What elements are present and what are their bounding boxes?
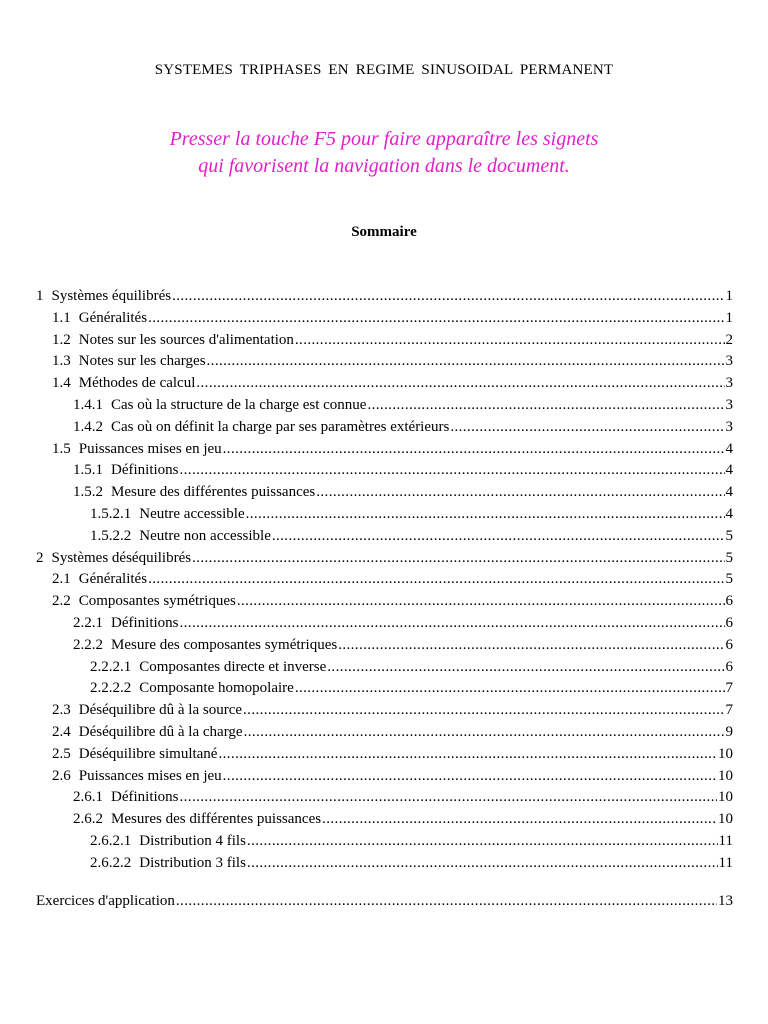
toc-entry-page[interactable]: 4 bbox=[725, 462, 733, 479]
toc-entry[interactable] bbox=[36, 397, 733, 419]
toc-entry-page[interactable]: 3 bbox=[725, 396, 733, 413]
toc-dot-leader bbox=[223, 768, 717, 785]
toc-entry-page[interactable]: 10 bbox=[718, 767, 733, 784]
toc-dot-leader bbox=[367, 397, 724, 414]
toc-entry[interactable] bbox=[36, 789, 733, 811]
toc-entry-page[interactable]: 3 bbox=[725, 353, 733, 370]
toc-entry-label[interactable]: Composante homopolaire bbox=[139, 680, 294, 697]
toc-entry-number: 1.1 bbox=[52, 309, 71, 326]
toc-entry[interactable] bbox=[36, 550, 733, 572]
toc-entry-page[interactable]: 13 bbox=[718, 892, 733, 909]
toc-entry-number: 1.5.1 bbox=[73, 462, 103, 479]
toc-dot-leader bbox=[272, 528, 725, 545]
toc-dot-leader bbox=[295, 332, 725, 349]
toc-entry[interactable] bbox=[36, 746, 733, 768]
toc-dot-leader bbox=[246, 506, 725, 523]
toc-dot-leader bbox=[237, 593, 725, 610]
toc-entry[interactable] bbox=[36, 768, 733, 790]
toc-entry[interactable] bbox=[36, 528, 733, 550]
toc-entry-page[interactable]: 7 bbox=[725, 680, 733, 697]
toc-entry-label[interactable]: Notes sur les sources d'alimentation bbox=[78, 331, 294, 348]
toc-entry-number: 2.2.1 bbox=[73, 614, 103, 631]
toc-dot-leader bbox=[316, 484, 724, 501]
toc-entry-label[interactable]: Définitions bbox=[111, 614, 179, 631]
toc-entry-label[interactable]: Composantes symétriques bbox=[78, 593, 236, 610]
toc-entry-page[interactable]: 3 bbox=[725, 375, 733, 392]
toc-entry-page[interactable]: 3 bbox=[725, 418, 733, 435]
toc-dot-leader bbox=[218, 746, 717, 763]
toc-dot-leader bbox=[244, 724, 725, 741]
toc-entry-label[interactable]: Puissances mises en jeu bbox=[78, 440, 222, 457]
toc-entry-number: 2.2.2.1 bbox=[90, 658, 132, 675]
toc-entry-page[interactable]: 6 bbox=[725, 593, 733, 610]
toc-entry-label[interactable]: Neutre accessible bbox=[139, 505, 245, 522]
toc-entry-number: 1.5 bbox=[52, 440, 71, 457]
toc-heading: Sommaire bbox=[351, 224, 417, 240]
toc-dot-leader bbox=[148, 571, 724, 588]
toc-entry-number: 2.2.2 bbox=[73, 636, 103, 653]
toc-entry[interactable] bbox=[36, 462, 733, 484]
toc-entry-label[interactable]: Généralités bbox=[78, 571, 148, 588]
toc-entry[interactable] bbox=[36, 332, 733, 354]
toc-entry-page[interactable]: 6 bbox=[725, 636, 733, 653]
toc-entry-number: 1 bbox=[36, 288, 44, 304]
toc-entry[interactable] bbox=[36, 615, 733, 637]
toc-entry-number: 2.6.1 bbox=[73, 789, 103, 806]
toc-entry-label[interactable]: Distribution 3 fils bbox=[139, 854, 246, 871]
toc-entry-page[interactable]: 10 bbox=[718, 789, 733, 806]
toc-entry[interactable] bbox=[36, 353, 733, 375]
toc-entry-page[interactable]: 2 bbox=[725, 331, 733, 348]
navigation-notice bbox=[0, 126, 768, 180]
toc-entry-number: 1.5.2 bbox=[73, 484, 103, 501]
toc-dot-leader bbox=[327, 659, 724, 676]
toc-entry-label[interactable]: Cas où on définit la charge par ses paramètres extérieurs bbox=[111, 418, 450, 435]
toc-entry-page[interactable]: 10 bbox=[718, 745, 733, 762]
toc-entry-label[interactable]: Systèmes équilibrés bbox=[51, 288, 172, 304]
toc-entry-page[interactable]: 4 bbox=[725, 440, 733, 457]
toc-entry-label[interactable]: Déséquilibre dû à la charge bbox=[78, 723, 243, 740]
toc-entry-label[interactable]: Déséquilibre simultané bbox=[78, 745, 218, 762]
toc-entry-page[interactable]: 5 bbox=[725, 527, 733, 544]
toc-entry-number: 2.6.2.2 bbox=[90, 854, 132, 871]
toc-entry[interactable] bbox=[36, 593, 733, 615]
toc-entry-number: 2.6 bbox=[52, 767, 71, 784]
toc-entry-page[interactable]: 5 bbox=[725, 571, 733, 588]
toc-entry[interactable] bbox=[36, 811, 733, 833]
toc-entry[interactable] bbox=[36, 288, 733, 310]
toc-dot-leader bbox=[180, 615, 725, 632]
toc-entry[interactable] bbox=[36, 419, 733, 441]
toc-entry-label[interactable]: Notes sur les charges bbox=[78, 353, 206, 370]
toc-entry[interactable] bbox=[36, 310, 733, 332]
toc-entry[interactable] bbox=[36, 680, 733, 702]
toc-entry-label[interactable]: Définitions bbox=[111, 789, 179, 806]
toc-entry[interactable] bbox=[36, 375, 733, 397]
toc-entry-page[interactable]: 1 bbox=[725, 309, 733, 326]
toc-entry-label[interactable]: Mesure des composantes symétriques bbox=[111, 636, 338, 653]
toc-entry-label[interactable]: Composantes directe et inverse bbox=[139, 658, 327, 675]
toc-dot-leader bbox=[196, 375, 724, 392]
toc-entry-label[interactable]: Définitions bbox=[111, 462, 179, 479]
toc-entry-number: 1.4.1 bbox=[73, 396, 103, 413]
toc-entry-number: 2.1 bbox=[52, 571, 71, 588]
toc-dot-leader bbox=[247, 855, 718, 872]
toc-entry[interactable] bbox=[36, 441, 733, 463]
toc-entry-label[interactable]: Cas où la structure de la charge est connue bbox=[111, 396, 367, 413]
toc-dot-leader bbox=[192, 550, 724, 567]
toc-entry-label[interactable]: Généralités bbox=[78, 309, 148, 326]
toc-dot-leader bbox=[243, 702, 724, 719]
toc-dot-leader bbox=[180, 462, 725, 479]
toc-entry-label[interactable]: Distribution 4 fils bbox=[139, 832, 246, 849]
toc-dot-leader bbox=[148, 310, 724, 327]
toc-entry-page[interactable]: 11 bbox=[718, 854, 733, 871]
toc-dot-leader bbox=[450, 419, 724, 436]
table-of-contents bbox=[36, 288, 733, 914]
toc-entry-page[interactable]: 9 bbox=[725, 723, 733, 740]
toc-entry-page[interactable]: 6 bbox=[725, 614, 733, 631]
toc-dot-leader bbox=[176, 893, 717, 910]
toc-entry-page[interactable]: 4 bbox=[725, 484, 733, 501]
toc-entry-label[interactable]: Mesures des différentes puissances bbox=[111, 811, 322, 828]
toc-dot-leader bbox=[247, 833, 718, 850]
toc-entry-number: 2.6.2.1 bbox=[90, 832, 132, 849]
toc-entry-label[interactable]: Puissances mises en jeu bbox=[78, 767, 222, 784]
toc-entry-number: 1.3 bbox=[52, 353, 71, 370]
toc-entry-label[interactable]: Neutre non accessible bbox=[139, 527, 271, 544]
toc-entry-page[interactable]: 11 bbox=[718, 832, 733, 849]
toc-entry-number: 2.3 bbox=[52, 702, 71, 719]
toc-entry[interactable] bbox=[36, 506, 733, 528]
toc-entry[interactable] bbox=[36, 571, 733, 593]
toc-entry[interactable] bbox=[36, 724, 733, 746]
toc-entry-label[interactable]: Mesure des différentes puissances bbox=[111, 484, 316, 501]
toc-entry-page[interactable]: 7 bbox=[725, 702, 733, 719]
toc-entry-label[interactable]: Méthodes de calcul bbox=[78, 375, 196, 392]
toc-entry-number: 2.2 bbox=[52, 593, 71, 610]
toc-entry-number: 1.4 bbox=[52, 375, 71, 392]
toc-entry-page[interactable]: 6 bbox=[725, 658, 733, 675]
toc-entry[interactable] bbox=[36, 702, 733, 724]
toc-entry-label[interactable]: Exercices d'application bbox=[36, 892, 175, 909]
toc-entry-number: 1.5.2.2 bbox=[90, 527, 132, 544]
toc-entry[interactable] bbox=[36, 484, 733, 506]
toc-dot-leader bbox=[295, 680, 725, 697]
toc-dot-leader bbox=[223, 441, 725, 458]
toc-entry-number: 1.4.2 bbox=[73, 418, 103, 435]
toc-entry[interactable] bbox=[36, 637, 733, 659]
toc-entry-label[interactable]: Systèmes déséquilibrés bbox=[51, 549, 192, 566]
toc-entry[interactable] bbox=[36, 855, 733, 877]
toc-entry[interactable] bbox=[36, 659, 733, 681]
toc-dot-leader bbox=[172, 288, 724, 305]
toc-entry-page[interactable]: 5 bbox=[725, 549, 733, 566]
toc-entry-page[interactable]: 4 bbox=[725, 505, 733, 522]
toc-entry-number: 1.5.2.1 bbox=[90, 505, 132, 522]
toc-dot-leader bbox=[180, 789, 718, 806]
toc-entry-page[interactable]: 1 bbox=[725, 288, 733, 304]
toc-entry-label[interactable]: Déséquilibre dû à la source bbox=[78, 702, 243, 719]
toc-entry-number: 1.2 bbox=[52, 331, 71, 348]
toc-dot-leader bbox=[338, 637, 724, 654]
toc-entry-page[interactable]: 10 bbox=[718, 811, 733, 828]
toc-entry-number: 2.5 bbox=[52, 745, 71, 762]
notice-line-2: qui favorisent la navigation dans le document. bbox=[198, 155, 570, 177]
toc-entry-number: 2 bbox=[36, 549, 44, 566]
toc-entry-number: 2.2.2.2 bbox=[90, 680, 132, 697]
document-title: SYSTEMES TRIPHASES EN REGIME SINUSOIDAL PERMANENT bbox=[154, 62, 614, 78]
toc-entry[interactable] bbox=[36, 893, 733, 915]
notice-line-1: Presser la touche F5 pour faire apparaître les signets bbox=[169, 128, 599, 150]
toc-dot-leader bbox=[322, 811, 717, 828]
toc-dot-leader bbox=[207, 353, 725, 370]
toc-entry[interactable] bbox=[36, 833, 733, 855]
toc-entry-number: 2.6.2 bbox=[73, 811, 103, 828]
toc-entry-number: 2.4 bbox=[52, 723, 71, 740]
